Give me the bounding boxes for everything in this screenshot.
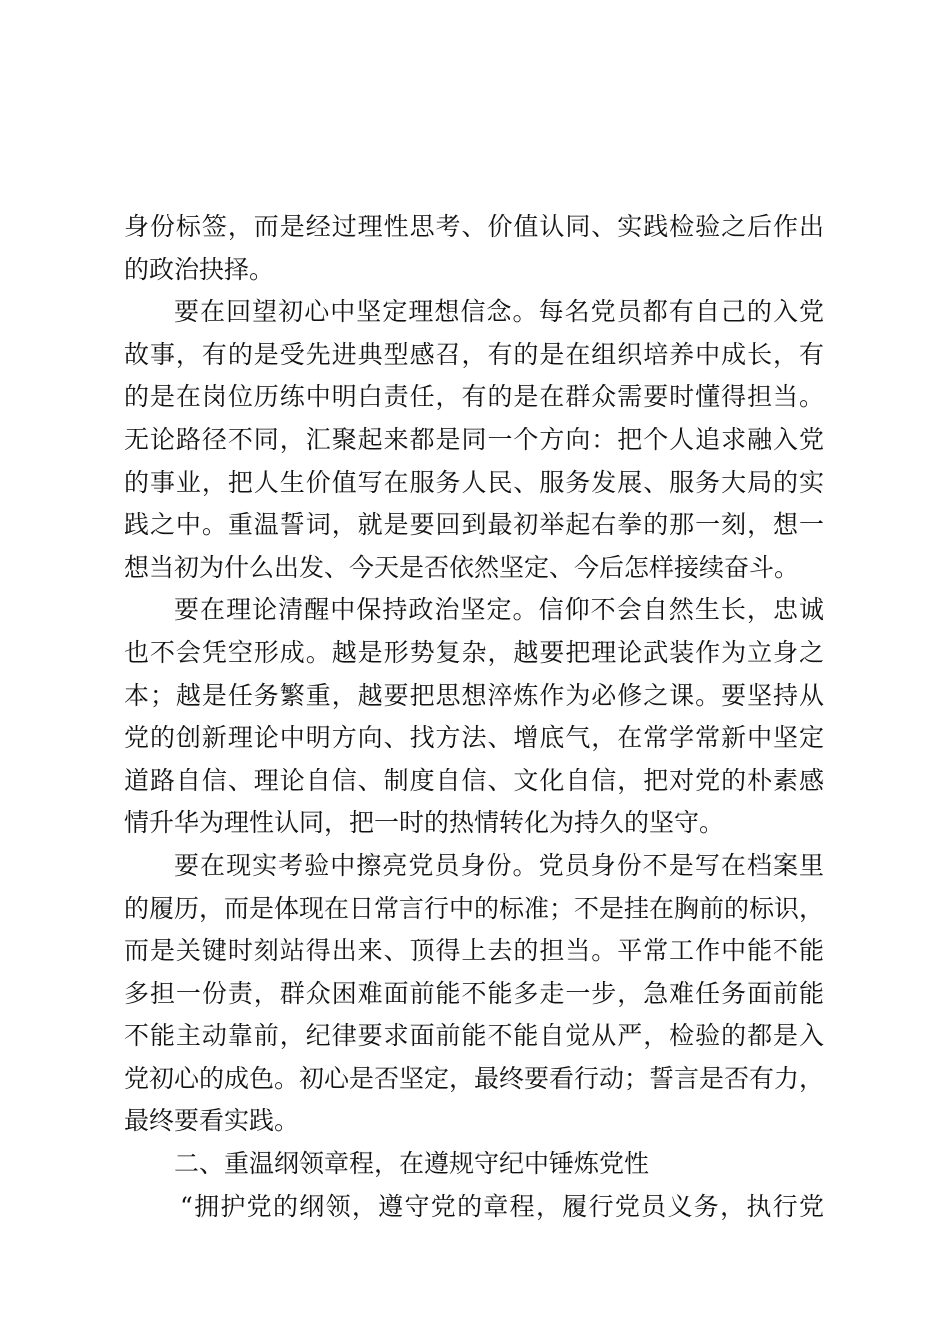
text-line: 情升华为理性认同，把一时的热情转化为持久的坚守。	[124, 808, 725, 838]
text-line: 的是在岗位历练中明白责任，有的是在群众需要时懂得担当。	[124, 382, 824, 412]
text-line: 践之中。重温誓词，就是要回到最初举起右拳的那一刻，想一	[124, 510, 824, 540]
text-line: 的政治抉择。	[124, 254, 275, 284]
paragraph-first-line: 要在现实考验中擦亮党员身份。党员身份不是写在档案里	[174, 850, 824, 880]
text-line: 本；越是任务繁重，越要把思想淬炼作为必修之课。要坚持从	[124, 680, 824, 710]
text-line: 也不会凭空形成。越是形势复杂，越要把理论武装作为立身之	[124, 637, 824, 667]
paragraph-first-line: “拥护党的纲领，遵守党的章程，履行党员义务，执行党	[180, 1191, 824, 1221]
section-heading: 二、重温纲领章程，在遵规守纪中锤炼党性	[174, 1149, 650, 1179]
paragraph-first-line: 要在回望初心中坚定理想信念。每名党员都有自己的入党	[174, 297, 824, 327]
document-body	[124, 206, 824, 1228]
text-line: 无论路径不同，汇聚起来都是同一个方向：把个人追求融入党	[124, 424, 824, 454]
text-line: 的事业，把人生价值写在服务人民、服务发展、服务大局的实	[124, 467, 824, 497]
text-line: 多担一份责，群众困难面前能不能多走一步，急难任务面前能	[124, 978, 824, 1008]
paragraph-first-line: 要在理论清醒中保持政治坚定。信仰不会自然生长，忠诚	[174, 595, 824, 625]
text-line: 想当初为什么出发、今天是否依然坚定、今后怎样接续奋斗。	[124, 552, 800, 582]
text-line: 的履历，而是体现在日常言行中的标准；不是挂在胸前的标识，	[124, 893, 825, 923]
text-line: 最终要看实践。	[124, 1106, 300, 1136]
text-line: 道路自信、理论自信、制度自信、文化自信，把对党的朴素感	[124, 765, 824, 795]
text-line: 故事，有的是受先进典型感召，有的是在组织培养中成长，有	[124, 339, 824, 369]
text-line: 而是关键时刻站得出来、顶得上去的担当。平常工作中能不能	[124, 936, 824, 966]
text-line: 不能主动靠前，纪律要求面前能不能自觉从严，检验的都是入	[124, 1021, 824, 1051]
text-line: 党初心的成色。初心是否坚定，最终要看行动；誓言是否有力，	[124, 1063, 825, 1093]
text-line: 身份标签，而是经过理性思考、价值认同、实践检验之后作出	[124, 212, 824, 241]
text-line: 党的创新理论中明方向、找方法、增底气，在常学常新中坚定	[124, 723, 824, 753]
